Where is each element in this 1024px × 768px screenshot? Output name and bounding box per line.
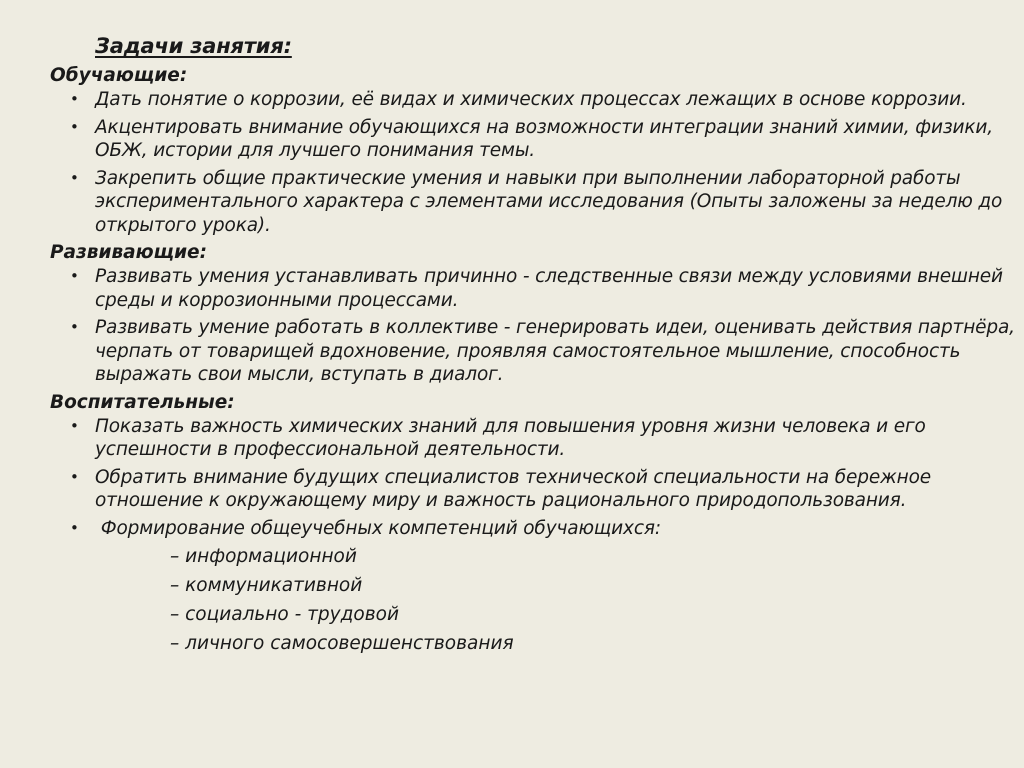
list-item [50, 167, 1016, 238]
list-item [50, 116, 1016, 163]
bullet-list [50, 415, 1016, 541]
list-item-text: Формирование общеучебных компетенций обучающихся: [95, 517, 661, 539]
bullet-icon: • [70, 117, 79, 136]
list-item-text: Обратить внимание будущих специалистов технической специальности на бережное отношение к окружающему миру и важность рационального природопользования. [95, 466, 931, 511]
list-item-text: Дать понятие о коррозии, её видах и химических процессах лежащих в основе коррозии. [95, 89, 967, 110]
section-developing [50, 241, 1016, 387]
bullet-icon: • [70, 518, 79, 537]
section-heading: Развивающие: [50, 242, 207, 263]
page-title: Задачи занятия: [95, 34, 292, 58]
section-educational [50, 391, 1016, 659]
section-teaching [50, 64, 1016, 237]
bullet-icon: • [70, 416, 79, 435]
bullet-icon: • [70, 467, 79, 486]
bullet-icon: • [70, 267, 79, 285]
competency-item: – социально - трудовой [170, 604, 399, 625]
list-item-text: Акцентировать внимание обучающихся на возможности интеграции знаний химии, физики, ОБЖ, истории для лучшего понимания темы. [95, 116, 994, 161]
list-item [50, 517, 1016, 541]
competency-item: – информационной [170, 546, 357, 567]
bullet-icon: • [70, 318, 79, 336]
section-heading: Воспитательные: [50, 391, 235, 413]
list-item-text: Развивать умения устанавливать причинно - следственные связи между условиями внешней среды и коррозионными процессами. [95, 266, 1003, 311]
list-item-text: Закрепить общие практические умения и навыки при выполнении лабораторной работы экспериментального характера с элементами исследования (Опыты заложены за неделю до открытого урока). [95, 167, 1003, 236]
list-item [50, 466, 1016, 513]
list-item [50, 88, 1016, 112]
competency-list [50, 542, 1016, 658]
bullet-list [50, 265, 1016, 387]
list-item [50, 265, 1016, 312]
slide-content [50, 64, 1016, 658]
competency-item: – коммуникативной [170, 575, 363, 596]
list-item [50, 415, 1016, 462]
bullet-icon: • [70, 90, 79, 108]
list-item [50, 316, 1016, 387]
list-item-text: Показать важность химических знаний для повышения уровня жизни человека и его успешности в профессиональной деятельности. [95, 415, 926, 460]
section-heading: Обучающие: [50, 65, 188, 86]
bullet-icon: • [70, 168, 79, 187]
bullet-list [50, 88, 1016, 237]
list-item-text: Развивать умение работать в коллективе - генерировать идеи, оценивать действия партнёра, черпать от товарищей вдохновение, проявляя самостоятельное мышление, способность выражать свои мысли, вступать в диалог. [95, 317, 1015, 385]
competency-item: – личного самосовершенствования [170, 633, 514, 654]
